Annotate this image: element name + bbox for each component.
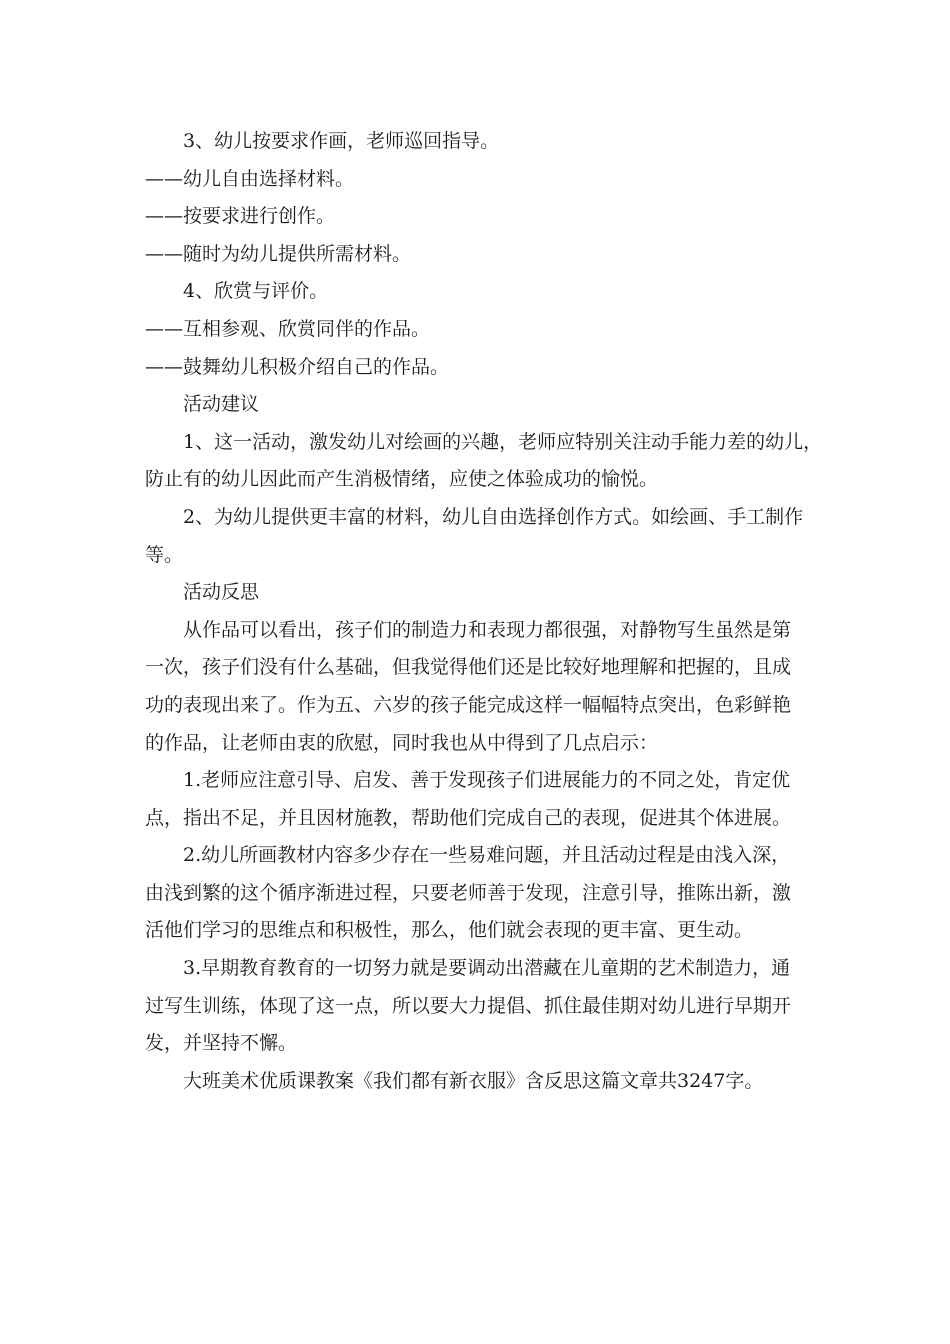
- section-heading-reflection: 活动反思: [183, 581, 260, 604]
- step-3-text: 3、幼儿按要求作画，老师巡回指导。: [183, 130, 500, 152]
- step-4-text: 4、欣赏与评价。: [183, 280, 329, 303]
- suggestion-1-line-2: 防止有的幼儿因此而产生消极情绪，应使之体验成功的愉悦。: [145, 468, 659, 491]
- reflection-intro-line-2: 一次，孩子们没有什么基础，但我觉得他们还是比较好地理解和把握的，且成: [145, 656, 792, 679]
- insight-3-line-2: 过写生训练，体现了这一点，所以要大力提倡、抓住最佳期对幼儿进行早期开: [145, 994, 792, 1017]
- insight-1-line-1: 1.老师应注意引导、启发、善于发现孩子们进展能力的不同之处，肯定优: [183, 769, 791, 792]
- article-word-count-note: 大班美术优质课教案《我们都有新衣服》含反思这篇文章共3247字。: [183, 1069, 764, 1092]
- insight-1-line-2: 点，指出不足，并且因材施教，帮助他们完成自己的表现，促进其个体进展。: [145, 806, 792, 829]
- insight-3-line-1: 3.早期教育教育的一切努力就是要调动出潜藏在儿童期的艺术制造力，通: [183, 957, 791, 980]
- suggestion-2-line-2: 等。: [145, 543, 184, 566]
- suggestion-1-line-1: 1、这一活动，激发幼儿对绘画的兴趣，老师应特别关注动手能力差的幼儿，: [183, 430, 823, 453]
- insight-3-line-3: 发，并坚持不懈。: [145, 1032, 298, 1055]
- step-3-item-2: ——按要求进行创作。: [145, 205, 336, 228]
- step-4-item-2: ——鼓舞幼儿积极介绍自己的作品。: [145, 355, 450, 378]
- section-heading-suggestions: 活动建议: [183, 393, 260, 416]
- document-page: [145, 123, 823, 1100]
- step-3-item-3: ——随时为幼儿提供所需材料。: [145, 242, 412, 265]
- reflection-intro-line-3: 功的表现出来了。作为五、六岁的孩子能完成这样一幅幅特点突出，色彩鲜艳: [145, 693, 792, 716]
- step-3-item-1: ——幼儿自由选择材料。: [145, 167, 355, 190]
- insight-2-line-2: 由浅到繁的这个循序渐进过程，只要老师善于发现，注意引导，推陈出新，激: [145, 881, 792, 904]
- suggestion-2-line-1: 2、为幼儿提供更丰富的材料，幼儿自由选择创作方式。如绘画、手工制作: [183, 505, 804, 528]
- reflection-intro-line-1: 从作品可以看出，孩子们的制造力和表现力都很强，对静物写生虽然是第: [183, 618, 792, 641]
- step-4-item-1: ——互相参观、欣赏同伴的作品。: [145, 317, 431, 340]
- reflection-intro-line-4: 的作品，让老师由衷的欣慰，同时我也从中得到了几点启示：: [145, 731, 659, 754]
- insight-2-line-1: 2.幼儿所画教材内容多少存在一些易难问题，并且活动过程是由浅入深，: [183, 844, 791, 867]
- insight-2-line-3: 活他们学习的思维点和积极性，那么，他们就会表现的更丰富、更生动。: [145, 919, 754, 942]
